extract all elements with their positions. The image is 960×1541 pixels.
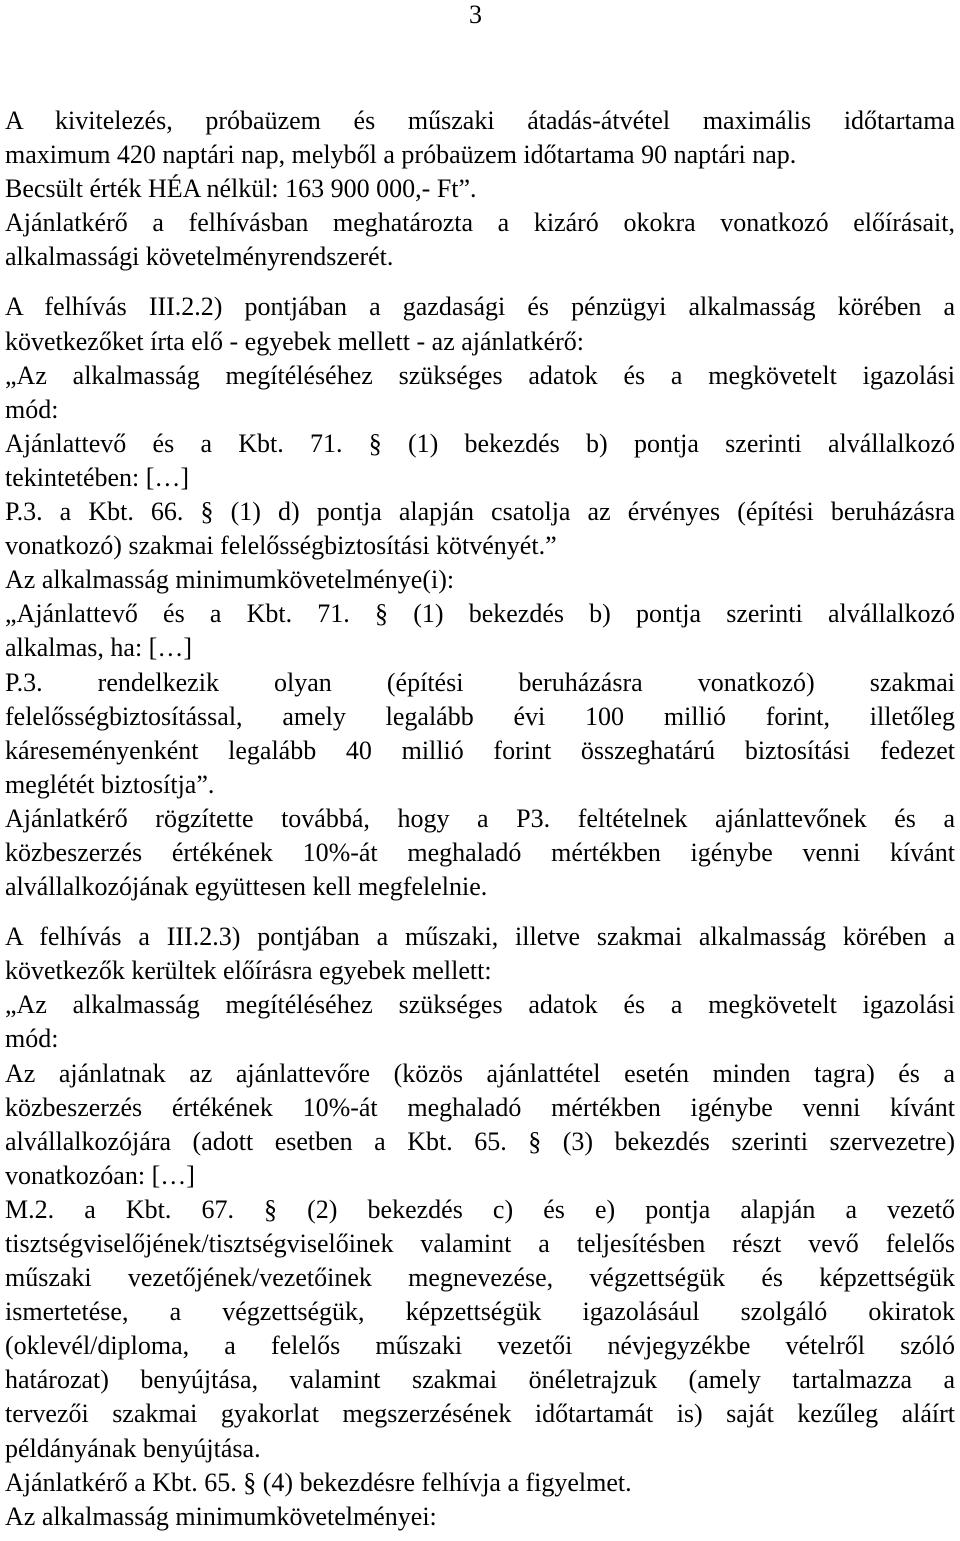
text-line: P.3. rendelkezik olyan (építési beruházásra vonatkozó) szakmai [5, 667, 955, 697]
text-line: tekintetében: […] [5, 462, 190, 492]
text-line: vonatkozóan: […] [5, 1160, 195, 1190]
text-line: közbeszerzés értékének 10%-át meghaladó mértékben igénybe venni kívánt [5, 837, 955, 867]
page-number: 3 [469, 0, 482, 29]
text-line: tervezői szakmai gyakorlat megszerzésének időtartamát is) saját kezűleg aláírt [5, 1399, 955, 1429]
text-line: M.2. a Kbt. 67. § (2) bekezdés c) és e) pontja alapján a vezető [5, 1194, 955, 1224]
text-line: Az ajánlatnak az ajánlattevőre (közös ajánlattétel esetén minden tagra) és a [5, 1058, 955, 1088]
text-line: határozat) benyújtása, valamint szakmai önéletrajzuk (amely tartalmazza a [5, 1365, 955, 1395]
text-line: (oklevél/diploma, a felelős műszaki vezetői névjegyzékbe vételről szóló [5, 1331, 955, 1361]
text-line: meglétét biztosítja”. [5, 769, 215, 799]
text-line: maximum 420 naptári nap, melyből a próbaüzem időtartama 90 naptári nap. [5, 140, 797, 170]
paragraph [5, 290, 955, 904]
text-line: alkalmassági követelményrendszerét. [5, 242, 394, 272]
text-line: Becsült érték HÉA nélkül: 163 900 000,- Ft”. [5, 174, 477, 204]
paragraph [5, 104, 955, 274]
text-line: alvállalkozójának együttesen kell megfelelnie. [5, 872, 488, 902]
text-line: következők kerültek előírásra egyebek mellett: [5, 956, 492, 986]
text-line: A kivitelezés, próbaüzem és műszaki átadás-átvétel maximális időtartama [5, 106, 955, 135]
text-line: „Ajánlattevő és a Kbt. 71. § (1) bekezdés b) pontja szerinti alvállalkozó [5, 599, 955, 629]
text-line: ismertetése, a végzettségük, képzettségük igazolásául szolgáló okiratok [5, 1297, 955, 1327]
text-line: felelősségbiztosítással, amely legalább évi 100 millió forint, illetőleg [5, 701, 955, 731]
text-line: tisztségviselőjének/tisztségviselőinek valamint a teljesítésben részt vevő felelős [5, 1229, 955, 1258]
text-line: „Az alkalmasság megítéléséhez szükséges adatok és a megkövetelt igazolási [5, 990, 955, 1020]
text-line: mód: [5, 1024, 59, 1054]
text-line: műszaki vezetőjének/vezetőinek megnevezése, végzettségük és képzettségük [5, 1263, 955, 1293]
text-line: Ajánlatkérő a felhívásban meghatározta a kizáró okokra vonatkozó előírásait, [5, 208, 955, 238]
text-line: Ajánlattevő és a Kbt. 71. § (1) bekezdés b) pontja szerinti alvállalkozó [5, 428, 955, 458]
text-line: alkalmas, ha: […] [5, 633, 192, 663]
paragraph-gap [5, 904, 955, 920]
text-line: mód: [5, 394, 59, 424]
paragraph-gap [5, 274, 955, 290]
text-line: közbeszerzés értékének 10%-át meghaladó mértékben igénybe venni kívánt [5, 1092, 955, 1122]
text-line: alvállalkozójára (adott esetben a Kbt. 65. § (3) bekezdés szerinti szervezetre) [5, 1126, 955, 1156]
text-line: „Az alkalmasság megítéléséhez szükséges adatok és a megkövetelt igazolási [5, 360, 955, 390]
text-line: következőket írta elő - egyebek mellett - az ajánlatkérő: [5, 326, 584, 356]
text-line: Ajánlatkérő a Kbt. 65. § (4) bekezdésre felhívja a figyelmet. [5, 1467, 632, 1497]
text-line: P.3. a Kbt. 66. § (1) d) pontja alapján csatolja az érvényes (építési beruházásra [5, 497, 955, 527]
text-line: káreseményenként legalább 40 millió forint összeghatárú biztosítási fedezet [5, 735, 955, 765]
text-line: vonatkozó) szakmai felelősségbiztosítási kötvényét.” [5, 531, 557, 561]
paragraph [5, 920, 955, 1534]
text-line: Az alkalmasság minimumkövetelményei: [5, 1501, 437, 1531]
document-body [5, 104, 955, 1534]
text-line: példányának benyújtása. [5, 1433, 261, 1463]
text-line: Ajánlatkérő rögzítette továbbá, hogy a P3. feltételnek ajánlattevőnek és a [5, 803, 955, 833]
text-line: A felhívás a III.2.3) pontjában a műszaki, illetve szakmai alkalmasság körében a [5, 922, 955, 952]
text-line: A felhívás III.2.2) pontjában a gazdasági és pénzügyi alkalmasság körében a [5, 292, 955, 322]
text-line: Az alkalmasság minimumkövetelménye(i): [5, 565, 455, 595]
